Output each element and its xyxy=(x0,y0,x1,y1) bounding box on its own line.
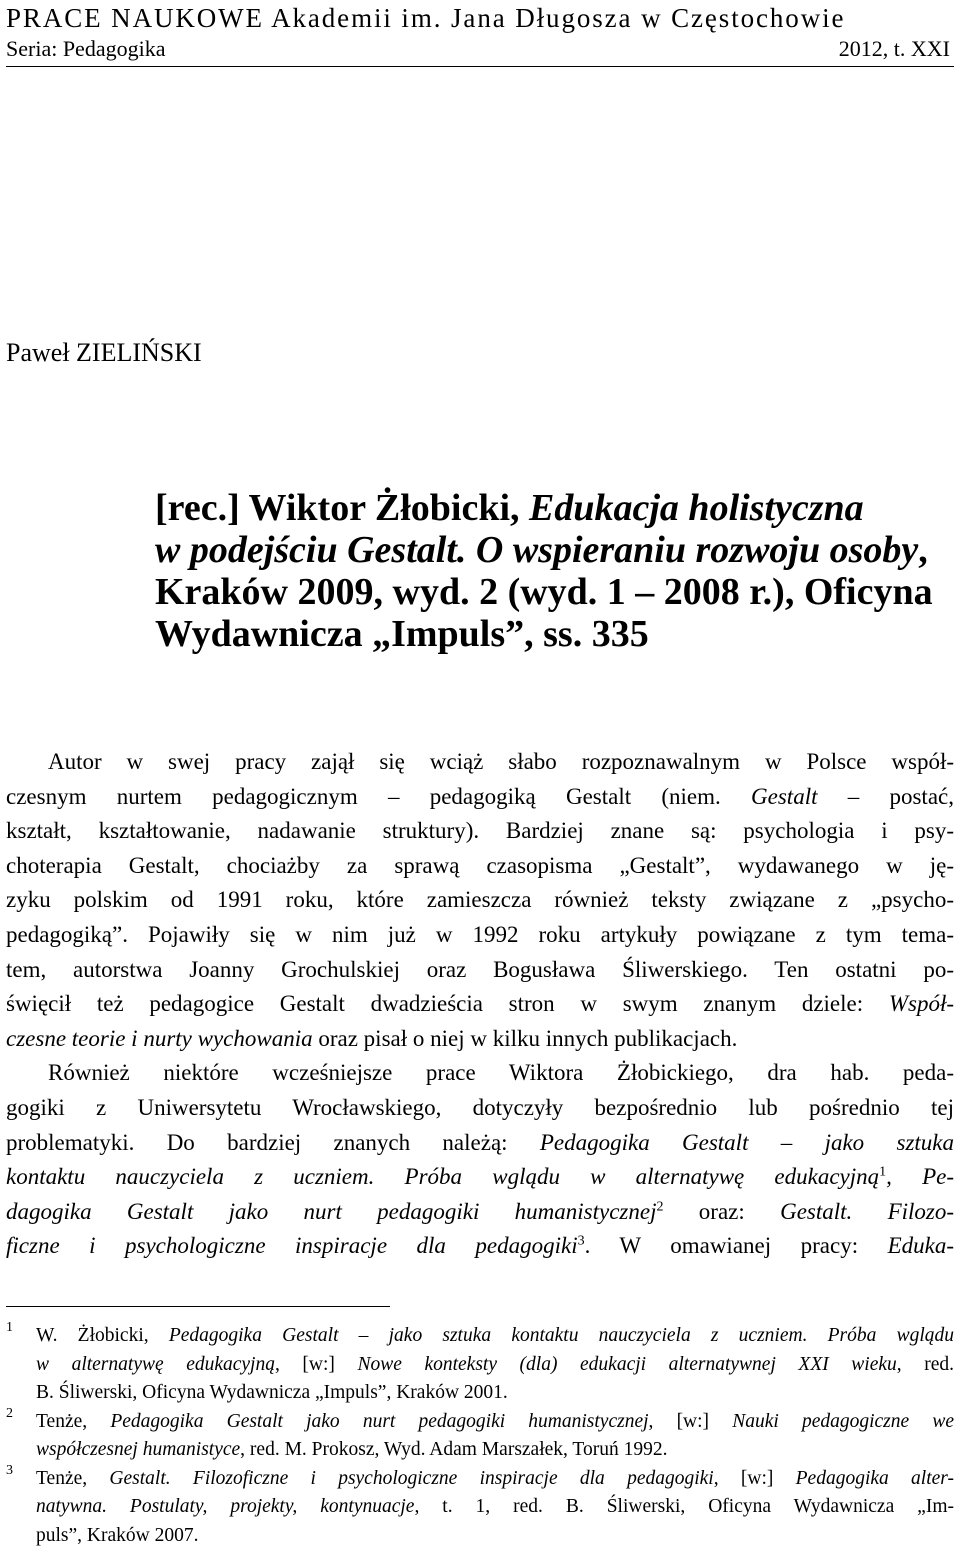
body-line: święcił też pedagogice Gestalt dwadzieścia stron w swym znanym dziele: Współ- xyxy=(6,991,954,1017)
review-title xyxy=(155,487,935,655)
volume-info: 2012, t. XXI xyxy=(838,36,950,61)
footnote-number: 3 xyxy=(6,1462,13,1478)
footnote-3 xyxy=(6,1462,954,1551)
footnote-line: współczesnej humanistyce, red. M. Prokosz, Wyd. Adam Marszałek, Toruń 1992. xyxy=(36,1439,668,1460)
body-line: Autor w swej pracy zajął się wciąż słabo rozpoznawalnym w Polsce współ- xyxy=(48,749,954,774)
series-line xyxy=(6,36,950,62)
body-line: tem, autorstwa Joanny Grochulskiej oraz Bogusława Śliwerskiego. Ten ostatni po- xyxy=(6,956,954,982)
review-body xyxy=(6,745,954,1264)
footnote-ref: 2 xyxy=(656,1199,664,1215)
author-name: Paweł ZIELIŃSKI xyxy=(6,338,202,367)
body-line: czesnym nurtem pedagogicznym – pedagogiką Gestalt (niem. Gestalt – postać, xyxy=(6,783,954,809)
footnote-1 xyxy=(6,1322,954,1408)
title-line-1: [rec.] Wiktor Żłobicki, Edukacja holistyczna xyxy=(155,487,864,529)
body-line: Również niektóre wcześniejsze prace Wiktora Żłobickiego, dra hab. peda- xyxy=(48,1060,954,1086)
footnotes xyxy=(6,1322,954,1550)
body-line: kontaktu nauczyciela z uczniem. Próba wglądu w alternatywę edukacyjną$^1$, Pe- xyxy=(6,1164,955,1190)
title-line-3: Kraków 2009, wyd. 2 (wyd. 1 – 2008 r.), Oficyna xyxy=(155,571,933,613)
footnote-ref: 1 xyxy=(879,1164,887,1180)
body-line: choterapia Gestalt, chociażby za sprawą czasopisma „Gestalt”, wydawanego w ję- xyxy=(6,852,954,878)
body-line: kształt, kształtowanie, nadawanie struktury). Bardziej znane są: psychologia i psy- xyxy=(6,818,954,844)
body-line: dagogika Gestalt jako nurt pedagogiki humanistycznej$^2$ oraz: Gestalt. Filozo- xyxy=(6,1198,955,1224)
footnote-line: B. Śliwerski, Oficyna Wydawnicza „Impuls”, Kraków 2001. xyxy=(36,1382,508,1403)
body-line: ficzne i psychologiczne inspiracje dla pedagogiki$^3$. W omawianej pracy: Eduka- xyxy=(6,1233,955,1259)
body-line: zyku polskim od 1991 roku, które zamieszcza również teksty związane z „psycho- xyxy=(6,887,954,913)
body-line: problematyki. Do bardziej znanych należą: Pedagogika Gestalt – jako sztuka xyxy=(6,1129,954,1155)
body-line: gogiki z Uniwersytetu Wrocławskiego, dotyczyły bezpośrednio lub pośrednio tej xyxy=(6,1094,954,1120)
body-line: pedagogiką”. Pojawiły się w nim już w 1992 roku artykuły powiązane z tym tema- xyxy=(6,921,954,947)
footnote-line: Tenże, Gestalt. Filozoficzne i psychologiczne inspiracje dla pedagogiki, [w:] Pedagogika alter- xyxy=(36,1467,954,1489)
journal-title: PRACE NAUKOWE Akademii im. Jana Długosza w Częstochowie xyxy=(6,3,846,33)
header-divider xyxy=(6,66,954,67)
body-line: czesne teorie i nurty wychowania oraz pisał o niej w kilku innych publikacjach. xyxy=(6,1025,738,1051)
footnote-2 xyxy=(6,1405,954,1465)
title-line-4: Wydawnicza „Impuls”, ss. 335 xyxy=(155,613,649,655)
footnote-divider xyxy=(6,1306,390,1307)
footnote-line: Tenże, Pedagogika Gestalt jako nurt pedagogiki humanistycznej, [w:] Nauki pedagogiczne we xyxy=(36,1410,954,1432)
footnote-line: natywna. Postulaty, projekty, kontynuacje, t. 1, red. B. Śliwerski, Oficyna Wydawnicza „Im- xyxy=(36,1496,954,1517)
footnote-line: w alternatywę edukacyjną, [w:] Nowe konteksty (dla) edukacji alternatywnej XXI wieku, red. xyxy=(36,1353,954,1375)
title-line-2: w podejściu Gestalt. O wspieraniu rozwoju osoby, xyxy=(155,529,928,571)
footnote-line: puls”, Kraków 2007. xyxy=(36,1524,199,1546)
footnote-ref: 3 xyxy=(577,1233,585,1249)
series-name: Seria: Pedagogika xyxy=(6,36,166,61)
footnote-number: 2 xyxy=(6,1405,13,1421)
footnote-number: 1 xyxy=(6,1320,13,1335)
footnote-line: W. Żłobicki, Pedagogika Gestalt – jako sztuka kontaktu nauczyciela z uczniem. Próba wglądu xyxy=(36,1325,954,1346)
